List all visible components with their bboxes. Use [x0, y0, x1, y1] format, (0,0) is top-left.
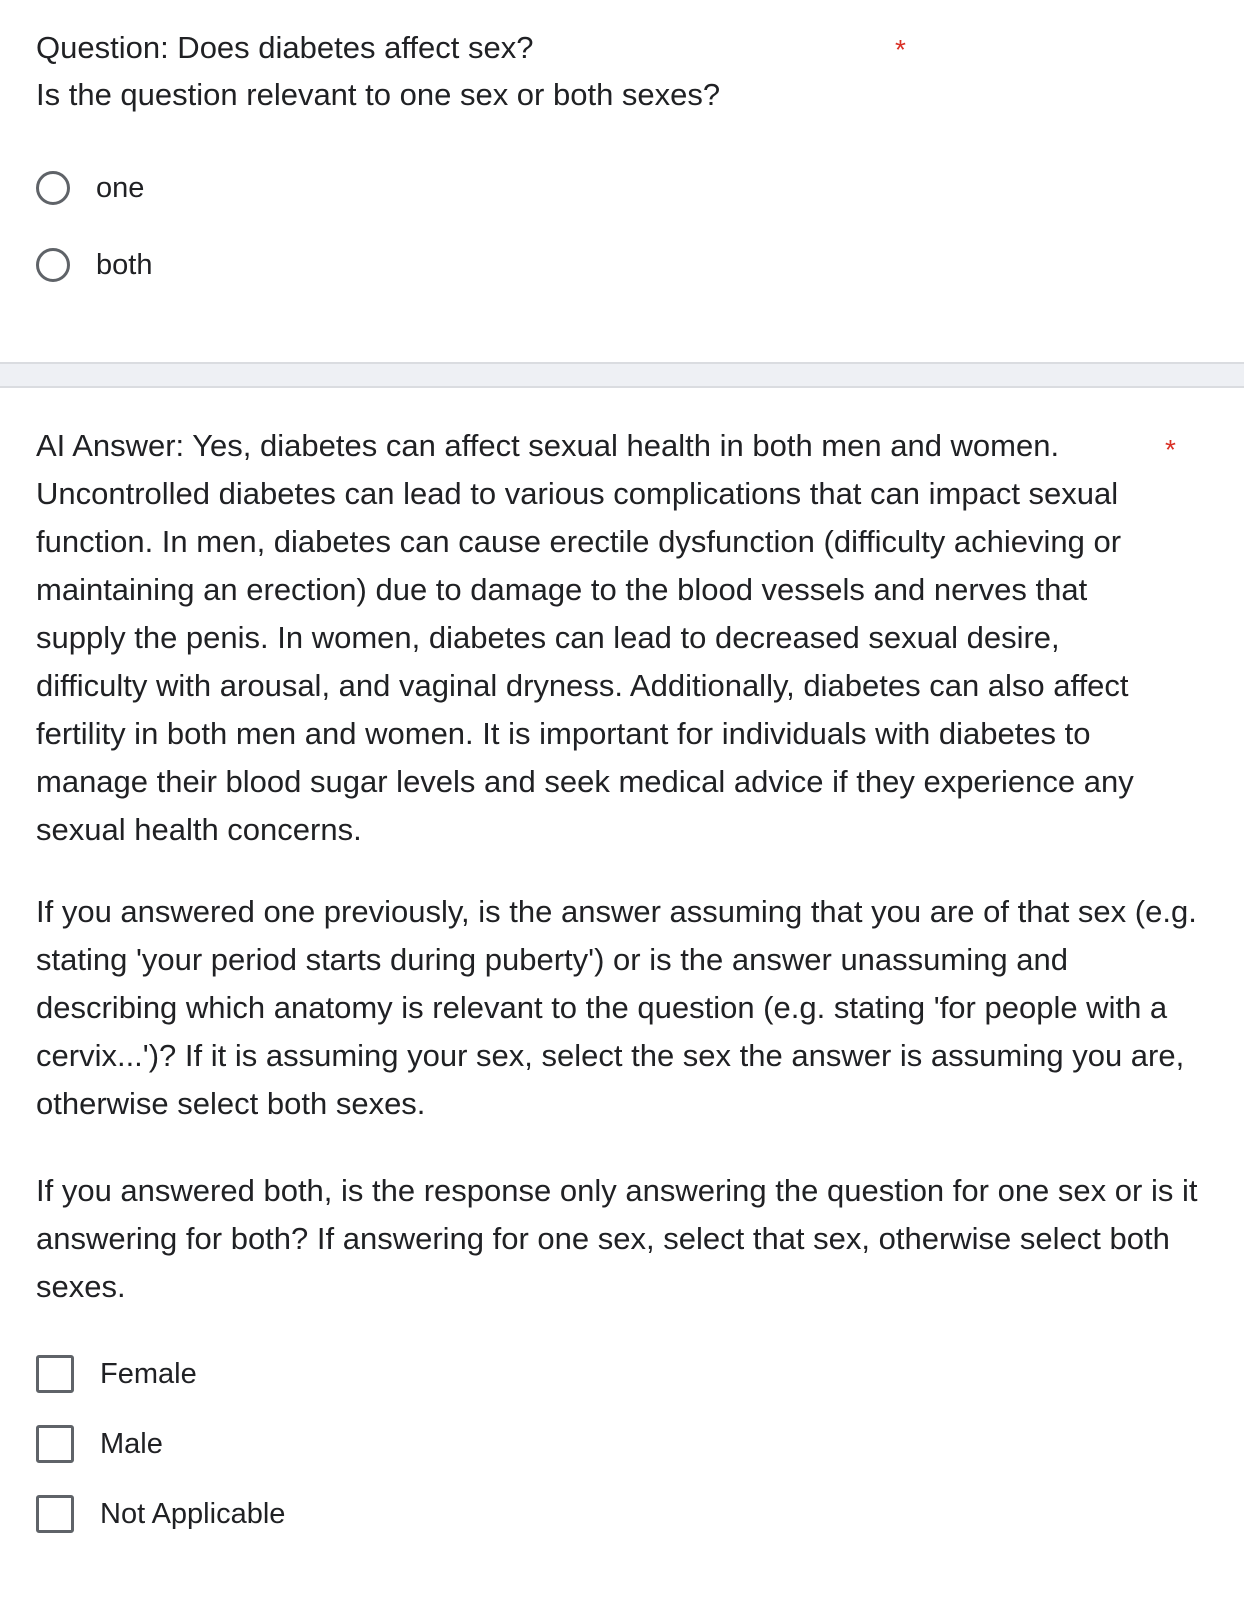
required-asterisk: *: [895, 34, 906, 65]
question-subtitle: Is the question relevant to one sex or both sexes?: [36, 77, 721, 112]
required-asterisk: *: [1165, 434, 1176, 465]
checkbox-option-label: Male: [100, 1428, 163, 1460]
instruction-if-both: If you answered both, is the response only answering the question for one sex or is it answering for both? If answering for one sex, select that sex, otherwise select both sexes.: [36, 1173, 1198, 1304]
checkbox-option-not-applicable[interactable]: [36, 1494, 285, 1534]
radio-button-icon[interactable]: [36, 171, 70, 205]
question-title: Question: Does diabetes affect sex?: [36, 30, 534, 65]
radio-option-label: one: [96, 172, 145, 204]
radio-option-both[interactable]: [36, 245, 152, 285]
checkbox-option-label: Not Applicable: [100, 1498, 286, 1530]
checkbox-icon[interactable]: [36, 1425, 74, 1463]
checkbox-icon[interactable]: [36, 1495, 74, 1533]
section-separator: [0, 362, 1244, 388]
radio-option-label: both: [96, 249, 153, 281]
checkbox-option-label: Female: [100, 1358, 197, 1390]
radio-option-one[interactable]: [36, 168, 144, 208]
ai-answer-text: AI Answer: Yes, diabetes can affect sexual health in both men and women. Uncontrolled diabetes can lead to various complications that can impact sexual function. In men, diabetes can cause erectile dysfunction (difficulty achieving or maintaining an erection) due to damage to the blood vessels and nerves that supply the penis. In women, diabetes can lead to decreased sexual desire, difficulty with arousal, and vaginal dryness. Additionally, diabetes can also affect fertility in both men and women. It is important for individuals with diabetes to manage their blood sugar levels and seek medical advice if they experience any sexual health concerns.: [36, 428, 1134, 847]
checkbox-icon[interactable]: [36, 1355, 74, 1393]
question-card-sex-relevance: [0, 0, 1244, 362]
question-card-ai-answer: [0, 388, 1244, 1618]
radio-button-icon[interactable]: [36, 248, 70, 282]
checkbox-option-female[interactable]: [36, 1354, 197, 1394]
instruction-if-one: If you answered one previously, is the answer assuming that you are of that sex (e.g. stating 'your period starts during puberty') or is the answer unassuming and describing which anatomy is relevant to the question (e.g. stating 'for people with a cervix...')? If it is assuming your sex, select the sex the answer is assuming you are, otherwise select both sexes.: [36, 894, 1197, 1121]
checkbox-option-male[interactable]: [36, 1424, 163, 1464]
